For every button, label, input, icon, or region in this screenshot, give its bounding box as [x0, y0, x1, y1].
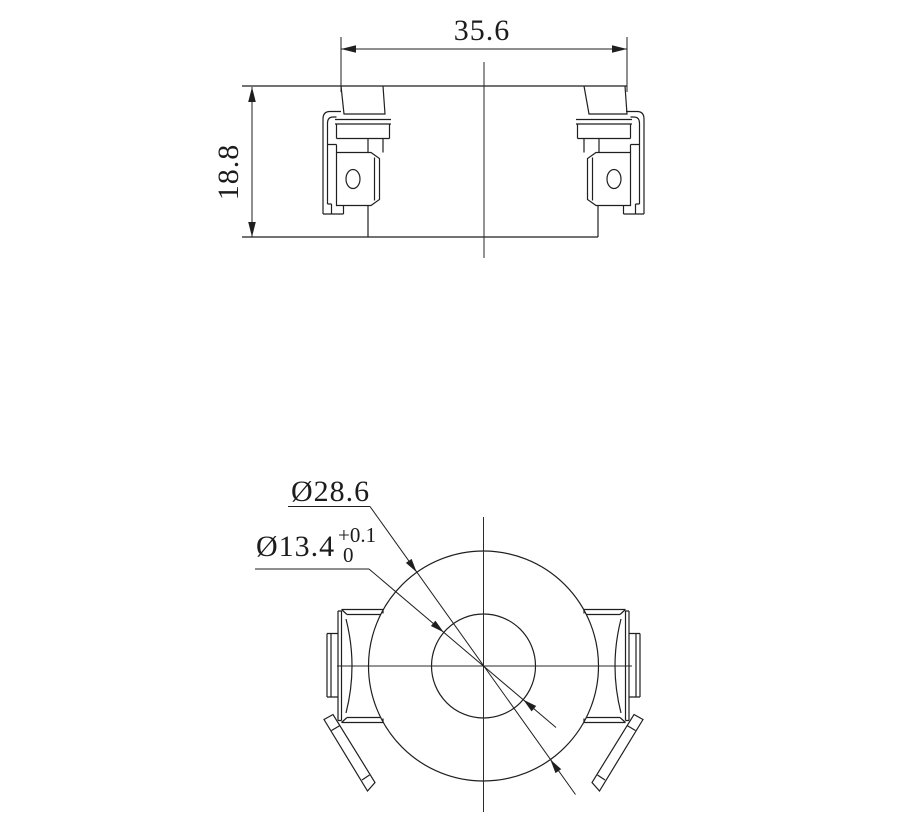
dim-width-label: 35.6 [453, 14, 511, 47]
arrowhead-upper [431, 621, 444, 633]
dim-inner-dia-label: Ø13.4 [256, 530, 336, 563]
bottom-view-body [337, 517, 632, 812]
bracket-notch [631, 145, 640, 153]
dim-outer-dia-label: Ø28.6 [291, 475, 371, 508]
arrowhead-left [341, 45, 356, 53]
ceramic-bushing [584, 86, 627, 114]
dim-inner-dia-tolerance-lower: 0 [343, 543, 354, 567]
leader-line [370, 507, 576, 795]
mounting-leg-bend-lines [332, 726, 370, 781]
terminal-neck [584, 139, 599, 153]
dim-inner-dia-tolerance-upper: +0.1 [338, 523, 377, 547]
flange-bottom [342, 718, 384, 723]
dim-height [212, 87, 256, 237]
outer-plate [327, 634, 338, 698]
tab-hole [607, 170, 621, 189]
left-terminal-assembly [323, 86, 391, 214]
arrowhead-top [248, 87, 256, 102]
terminal-cap [335, 120, 391, 139]
arrowhead-right [612, 45, 627, 53]
arrowhead-upper [406, 559, 417, 572]
dim-inner-diameter [255, 523, 556, 728]
arrowhead-lower [550, 760, 561, 774]
quick-connect-tab [588, 153, 631, 206]
tab-hole [346, 170, 360, 189]
mounting-bracket-inner [328, 117, 337, 204]
flange-top [584, 610, 626, 615]
terminal-neck [368, 139, 383, 153]
mounting-bracket-outer [323, 112, 341, 215]
dim-height-label: 18.8 [212, 143, 245, 201]
mounting-bracket-inner [631, 117, 640, 204]
flange-bottom [584, 718, 626, 723]
terminal-cap [576, 120, 632, 139]
side-view-body [242, 62, 627, 258]
right-terminal-assembly [576, 86, 644, 214]
mounting-leg [592, 715, 643, 792]
bracket-notch [328, 145, 337, 153]
side-view [212, 14, 644, 258]
mounting-bracket-outer [626, 112, 644, 215]
quick-connect-tab [337, 153, 380, 206]
arrowhead-bottom [248, 222, 256, 237]
mounting-leg-bend-lines [598, 726, 636, 781]
flange-top [342, 610, 384, 615]
outer-plate [629, 634, 640, 698]
bottom-view [255, 475, 643, 812]
ceramic-bushing [341, 86, 385, 114]
mounting-leg [324, 715, 375, 792]
